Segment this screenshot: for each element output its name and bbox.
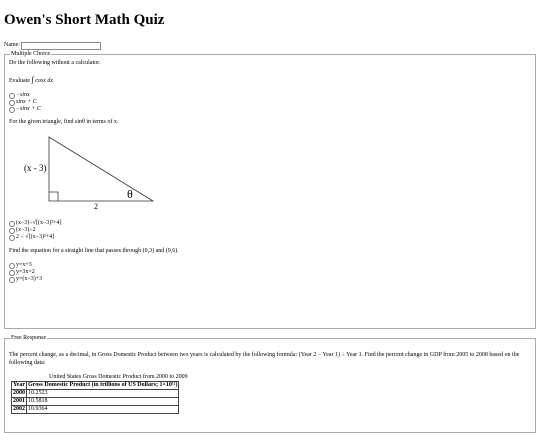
row-gdp: 10.2523	[27, 390, 179, 398]
row-year: 2001	[13, 398, 25, 404]
multiple-choice-section	[4, 51, 536, 329]
table-row	[12, 406, 179, 414]
header-year: Year	[13, 382, 25, 388]
radio-button[interactable]	[9, 228, 15, 234]
q1-prompt-prefix: Evaluate	[9, 77, 32, 84]
q1-integrand: cosx dx	[35, 77, 54, 84]
option-label: y=x+3	[16, 261, 32, 268]
quiz-title: Owen's Short Math Quiz	[4, 12, 165, 28]
q3-option-1[interactable]	[9, 262, 531, 269]
q2-option-2[interactable]	[9, 228, 531, 235]
row-year: 2000	[13, 390, 25, 396]
header-gdp: Gross Domestic Product (in trillions of US Dollars; 1×10¹²)	[28, 382, 178, 388]
radio-button[interactable]	[9, 263, 15, 269]
q1-options	[9, 92, 531, 113]
table-header-row	[12, 382, 179, 390]
option-label: (x−3)÷2	[16, 227, 36, 234]
q1-prompt	[9, 75, 531, 86]
q2-option-3[interactable]	[9, 235, 531, 242]
integral-sign: ∫	[31, 74, 34, 84]
triangle-shape	[49, 137, 153, 201]
option-label: −sinx + C	[16, 105, 41, 112]
gdp-table-wrap	[9, 373, 531, 414]
option-label: sinx + C	[16, 98, 37, 105]
option-label: y=3x=2	[16, 268, 35, 275]
q3-options	[9, 262, 531, 283]
option-label: y=(x−3)+3	[16, 275, 43, 282]
q2-option-1[interactable]	[9, 221, 531, 228]
right-angle-mark	[49, 192, 58, 201]
q2-prompt: For the given triangle, find sinθ in terms of x.	[9, 119, 119, 125]
radio-button[interactable]	[9, 107, 15, 113]
triangle-figure	[9, 131, 169, 209]
row-gdp: 10.5818	[27, 398, 179, 406]
radio-button[interactable]	[9, 235, 15, 241]
radio-button[interactable]	[9, 277, 15, 283]
q3-option-2[interactable]	[9, 269, 531, 276]
option-label: 2 ÷ √[(x−3)²+4]	[16, 234, 55, 241]
radio-button[interactable]	[9, 93, 15, 99]
table-row	[12, 390, 179, 398]
base-label: 2	[94, 201, 98, 211]
radio-button[interactable]	[9, 270, 15, 276]
q1-option-2[interactable]	[9, 99, 531, 106]
multiple-choice-legend: Multiple Choice	[11, 51, 51, 57]
free-response-section	[4, 335, 536, 433]
gdp-table-caption: United States Gross Domestic Product from 2000 to 2009	[49, 374, 188, 380]
q1-option-1[interactable]	[9, 92, 531, 99]
q2-options	[9, 221, 531, 242]
instructions: Do the following without a calculator.	[9, 60, 101, 66]
quiz-page	[4, 0, 536, 433]
option-label: −sinx	[16, 91, 30, 98]
side-label: (x - 3)	[24, 162, 47, 173]
gdp-table	[11, 381, 179, 414]
q3-prompt: Find the equation for a straight line that passes through (0,3) and (9,6).	[9, 247, 179, 254]
row-year: 2002	[13, 406, 25, 412]
option-label: (x−3)÷√[(x−3)²+4]	[16, 220, 62, 227]
table-row	[12, 398, 179, 406]
name-input[interactable]	[21, 42, 101, 50]
q3-option-3[interactable]	[9, 276, 531, 283]
name-row	[4, 41, 536, 51]
radio-button[interactable]	[9, 100, 15, 106]
free-response-legend: Free Response	[11, 335, 47, 341]
name-label: Name:	[4, 42, 20, 49]
angle-label: θ	[127, 186, 133, 201]
radio-button[interactable]	[9, 221, 15, 227]
q1-option-3[interactable]	[9, 106, 531, 113]
row-gdp: 10.9364	[27, 406, 179, 414]
free-response-prompt: The percent change, as a decimal, in Gross Domestic Product between two years is calculated by the following formula: (Year 2 − Year 1) ÷ Year 1. Find the percent change in GDP from 2005 to 2008 based on the following data:	[9, 352, 520, 366]
